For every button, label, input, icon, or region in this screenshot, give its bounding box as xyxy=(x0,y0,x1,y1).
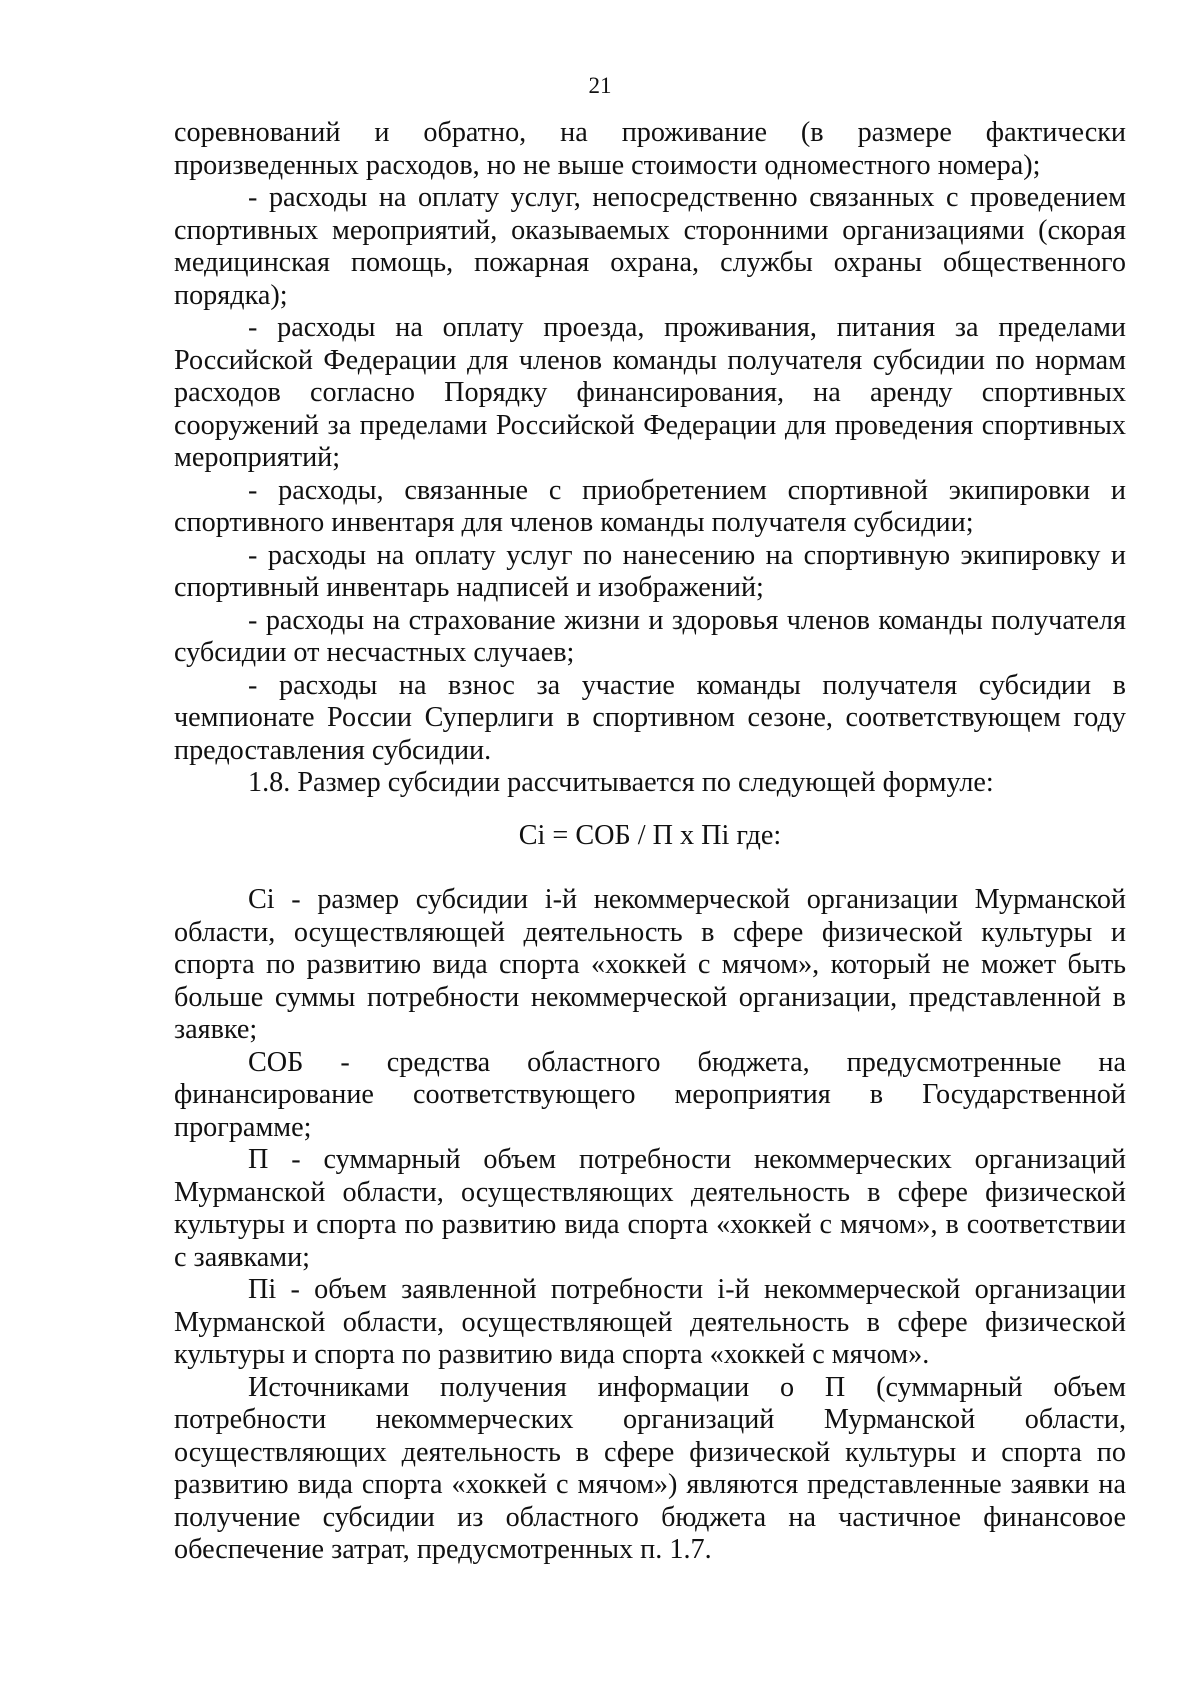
list-item-expense: - расходы на оплату проезда, проживания, питания за пределами Российской Федерации для членов команды получателя субсидии по нормам расходов согласно Порядку финансирования, на аренду спортивных сооружений за пределами Российской Федерации для проведения спортивных мероприятий; xyxy=(174,312,1126,473)
definition-paragraph: П - суммарный объем потребности некоммерческих организаций Мурманской области, осуществляющих деятельность в сфере физической культуры и спорта по развитию вида спорта «хоккей с мячом», в соответствии с заявками; xyxy=(174,1144,1126,1273)
document-body xyxy=(174,117,1126,1567)
list-item-expense: - расходы на оплату услуг, непосредственно связанных с проведением спортивных мероприятий, оказываемых сторонними организациями (скорая медицинская помощь, пожарная охрана, службы охраны общественного порядка); xyxy=(174,182,1126,311)
list-item-expense: - расходы, связанные с приобретением спортивной экипировки и спортивного инвентаря для членов команды получателя субсидии; xyxy=(174,474,1126,538)
list-item-expense: - расходы на страхование жизни и здоровья членов команды получателя субсидии от несчастных случаев; xyxy=(174,604,1126,668)
list-item-expense: - расходы на оплату услуг по нанесению на спортивную экипировку и спортивный инвентарь надписей и изображений; xyxy=(174,539,1126,603)
formula: Ci = СОБ / П х Пi где: xyxy=(518,819,782,851)
section-paragraph: 1.8. Размер субсидии рассчитывается по следующей формуле: xyxy=(248,767,994,798)
page-number: 21 xyxy=(588,73,612,98)
definition-paragraph: СОБ - средства областного бюджета, предусмотренные на финансирование соответствующего мероприятия в Государственной программе; xyxy=(174,1046,1126,1143)
sources-paragraph: Источниками получения информации о П (суммарный объем потребности некоммерческих организаций Мурманской области, осуществляющих деятельность в сфере физической культуры и спорта по развитию вида спорта «хоккей с мячом») являются представленные заявки на получение субсидии из областного бюджета на частичное финансовое обеспечение затрат, предусмотренных п. 1.7. xyxy=(174,1371,1126,1565)
list-item-expense: - расходы на взнос за участие команды получателя субсидии в чемпионате России Суперлиги в спортивном сезоне, соответствующем году предоставления субсидии. xyxy=(174,669,1126,766)
definition-paragraph: Ci - размер субсидии i-й некоммерческой организации Мурманской области, осуществляющей деятельность в сфере физической культуры и спорта по развитию вида спорта «хоккей с мячом», который не может быть больше суммы потребности некоммерческой организации, представленной в заявке; xyxy=(174,884,1126,1045)
paragraph-continuation: соревнований и обратно, на проживание (в размере фактически произведенных расходов, но не выше стоимости одноместного номера); xyxy=(174,117,1126,181)
definition-paragraph: Пi - объем заявленной потребности i-й некоммерческой организации Мурманской области, осуществляющей деятельность в сфере физической культуры и спорта по развитию вида спорта «хоккей с мячом». xyxy=(174,1274,1126,1370)
